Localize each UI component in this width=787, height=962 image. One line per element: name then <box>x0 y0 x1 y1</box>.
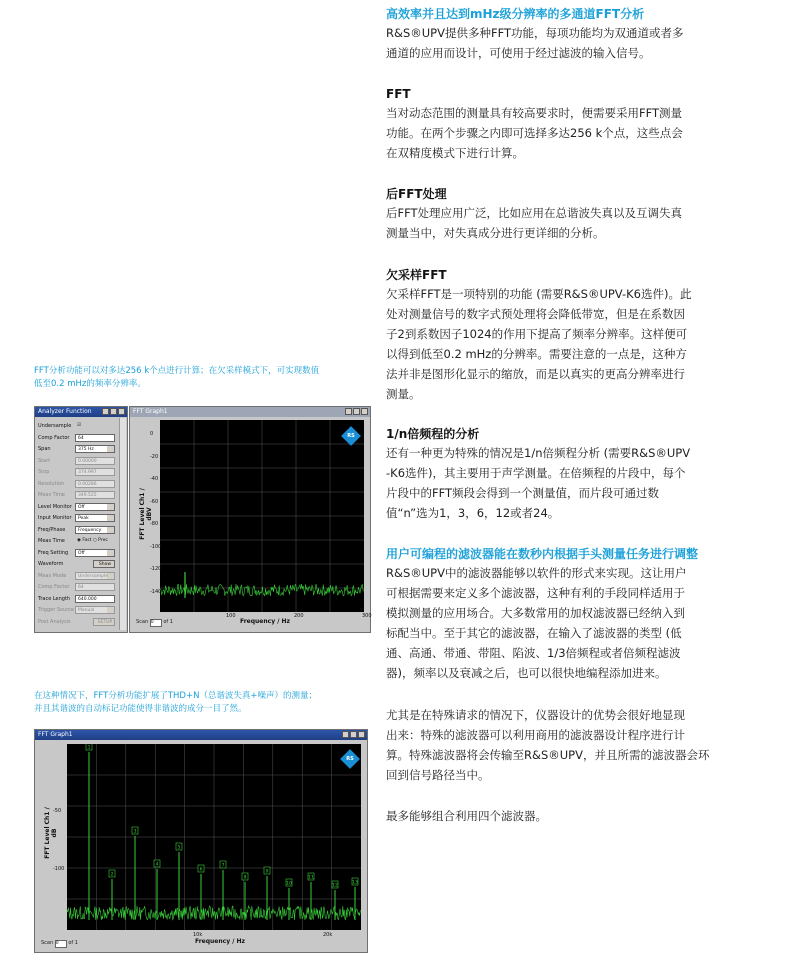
section <box>386 806 731 826</box>
x-tick-label: 100 <box>226 613 236 619</box>
analyzer-row <box>38 433 122 443</box>
y-tick-label: -50 <box>53 808 62 814</box>
harmonic-marker-label: 4 <box>155 862 159 868</box>
paragraph-line: 法并非是图形化显示的缩放，而是以真实的更高分辨率进行 <box>386 367 685 381</box>
paragraph-line: 还有一种更为特殊的情况是1/n倍频程分析 (需要R&S®UPV <box>386 446 691 460</box>
graph2-titlebar <box>35 730 367 740</box>
y-tick-label: -100 <box>53 866 65 872</box>
paragraph-line: 通、高通、带通、带阻、陷波、1/3倍频程或者倍频程滤波 <box>386 646 681 660</box>
harmonic-marker-label: 7 <box>221 863 225 869</box>
harmonic-marker-label: 13 <box>352 880 358 886</box>
fft-graph-window-2 <box>34 729 368 953</box>
graph1-titlebar <box>130 407 370 417</box>
paragraph-line: 在双精度模式下进行计算。 <box>386 146 524 160</box>
close-icon[interactable] <box>358 731 365 738</box>
harmonic-marker-label: 3 <box>133 829 137 835</box>
minimize-icon[interactable] <box>342 731 349 738</box>
paragraph-line: 通道的应用而设计，可使用于经过滤波的输入信号。 <box>386 46 651 60</box>
analyzer-row-field[interactable]: 374.997 <box>75 468 115 476</box>
noise-floor <box>160 584 363 596</box>
analyzer-row <box>38 559 122 569</box>
analyzer-row-select[interactable]: Undersample <box>75 572 115 580</box>
analyzer-row-label: Stop <box>38 469 50 475</box>
section <box>386 705 731 785</box>
maximize-icon[interactable] <box>353 408 360 415</box>
analyzer-row-field[interactable]: 349.525 <box>75 491 115 499</box>
x-tick-label: 300 <box>362 613 372 619</box>
graph1-trace <box>160 420 364 612</box>
analyzer-row-select[interactable]: Frequency <box>75 526 115 534</box>
analyzer-row-label: Meas Mode <box>38 572 67 579</box>
paragraph-line: 模拟测量的应用场合。大多数常用的加权滤波器已经纳入到 <box>386 606 685 620</box>
graph1-ylabel: FFT Level Ch1 / dBV <box>139 488 153 540</box>
analyzer-row-label: Meas Time <box>38 492 65 498</box>
analyzer-row <box>38 571 122 581</box>
close-icon[interactable] <box>361 408 368 415</box>
fft-graph-window-1 <box>129 406 371 633</box>
analyzer-row <box>38 513 122 523</box>
scan-select[interactable]: 0 <box>55 940 67 948</box>
paragraph-line: 欠采样FFT是一项特别的功能 (需要R&S®UPV-K6选件)。此 <box>386 287 692 301</box>
analyzer-row-label: Trace Length <box>38 595 71 602</box>
paragraph-line: 后FFT处理应用广泛，比如应用在总谐波失真以及互调失真 <box>386 206 683 220</box>
minimize-icon[interactable] <box>345 408 352 415</box>
analyzer-row-field[interactable]: 0.00286 <box>75 480 115 488</box>
paragraph-line: 器)，频率以及衰减之后，也可以很快地编程添加进来。 <box>386 666 667 680</box>
harmonic-marker-label: 9 <box>265 869 269 875</box>
analyzer-row <box>38 467 122 477</box>
analyzer-row <box>38 490 122 500</box>
maximize-icon[interactable] <box>110 408 117 415</box>
rs-logo-icon <box>340 749 360 769</box>
paragraph-line: 测量。 <box>386 387 421 401</box>
graph1-scan <box>136 619 173 627</box>
analyzer-row-select[interactable]: 375 Hz <box>75 445 115 453</box>
analyzer-row-label: Resolution <box>38 480 65 487</box>
analyzer-row-radio[interactable]: ◉ Fast ○ Prec <box>77 538 108 543</box>
section <box>386 266 731 404</box>
analyzer-row-select[interactable]: Off <box>75 503 115 511</box>
y-tick-label: -60 <box>150 498 159 505</box>
caption-line: 并且其谐波的自动标记功能使得非谐波的成分一目了然。 <box>34 704 247 714</box>
analyzer-scrollbar[interactable] <box>119 418 126 630</box>
caption-line: FFT分析功能可以对多达256 k个点进行计算；在欠采样模式下，可实现数值 <box>34 366 320 376</box>
minimize-icon[interactable] <box>102 408 109 415</box>
y-tick-label: -80 <box>150 521 159 527</box>
graph1-plot-area[interactable] <box>160 420 364 612</box>
scan-of: of 1 <box>68 940 78 946</box>
graph1-title: FFT Graph1 <box>133 408 168 415</box>
rs-logo-text: RS <box>346 756 354 762</box>
paragraph-line: -K6选件)，其主要用于声学测量。在倍频程的片段中，每个 <box>386 466 686 480</box>
x-tick-label: 200 <box>294 613 304 619</box>
y-tick-label: -20 <box>150 453 159 460</box>
paragraph-line: 测量当中，对失真成分进行更详细的分析。 <box>386 226 605 240</box>
paragraph-line: 子2到系数因子1024的作用下提高了频率分辨率。这样便可 <box>386 327 688 341</box>
analyzer-row-label: Trigger Source <box>38 607 75 613</box>
graph2-ylabel: FFT Level Ch1 / dB <box>44 807 58 859</box>
analyzer-row-label: Meas Time <box>38 538 65 544</box>
harmonic-marker-label: 8 <box>243 875 247 881</box>
caption-line: 在这种情况下，FFT分析功能扩展了THD+N（总谐波失真+噪声）的测量； <box>34 691 318 701</box>
analyzer-row <box>38 605 122 615</box>
analyzer-row-field[interactable]: 64 <box>75 434 115 442</box>
analyzer-row-label: Undersample <box>38 423 72 429</box>
analyzer-row-field[interactable]: 640.000 <box>75 595 115 603</box>
paragraph-line: 值“n”选为1，3，6，12或者24。 <box>386 506 560 520</box>
graph2-scan <box>41 940 78 948</box>
caption-line: 低至0.2 mHz的频率分辨率。 <box>34 379 146 389</box>
harmonic-marker-label: 5 <box>177 845 181 851</box>
rs-logo-icon <box>341 426 361 446</box>
analyzer-row-label: Input Monitor <box>38 515 72 521</box>
paragraph-line: 尤其是在特殊请求的情况下，仪器设计的优势会很好地显现 <box>386 708 685 722</box>
y-tick-label: -120 <box>150 566 162 572</box>
analyzer-row-field[interactable]: 64 <box>75 583 115 591</box>
analyzer-row-label: Waveform <box>38 561 64 567</box>
graph2-title: FFT Graph1 <box>38 731 73 738</box>
analyzer-row-label: Post Analysis <box>38 618 71 625</box>
analyzer-row <box>38 479 122 489</box>
analyzer-row-select[interactable]: Manual <box>75 606 115 614</box>
paragraph-line: R&S®UPV中的滤波器能够以软件的形式来实现。这让用户 <box>386 566 687 580</box>
section <box>386 185 731 243</box>
x-tick-label: 10k <box>193 932 203 938</box>
analyzer-row <box>38 421 122 431</box>
paragraph-line: R&S®UPV提供多种FFT功能，每项功能均为双通道或者多 <box>386 26 684 40</box>
paragraph-line: 片段中的FFT频段会得到一个测量值，而片段可通过数 <box>386 486 660 500</box>
close-icon[interactable] <box>118 408 125 415</box>
graph2-plot-area[interactable] <box>67 744 361 930</box>
analyzer-row-label: Freq/Phase <box>38 526 66 533</box>
analyzer-row-button[interactable]: SETUP <box>93 618 115 626</box>
scan-of: of 1 <box>163 619 173 625</box>
analyzer-row <box>38 536 122 546</box>
analyzer-row <box>38 548 122 558</box>
harmonic-marker-label: 12 <box>332 883 338 889</box>
x-tick-label: 20k <box>323 932 333 938</box>
section-heading: 1/n倍频程的分析 <box>386 427 480 441</box>
analyzer-row <box>38 594 122 604</box>
paragraph-line: 回到信号路径当中。 <box>386 768 490 782</box>
analyzer-row-check[interactable]: ☑ <box>77 423 82 428</box>
section <box>386 425 731 523</box>
analyzer-row <box>38 582 122 592</box>
analyzer-row-select[interactable]: Off <box>75 549 115 557</box>
scan-select[interactable]: 0 <box>150 619 162 627</box>
paragraph-line: 出来：特殊的滤波器可以利用商用的滤波器设计程序进行计 <box>386 728 685 742</box>
harmonic-marker-label: 11 <box>308 875 314 881</box>
graph2-trace <box>67 744 361 930</box>
maximize-icon[interactable] <box>350 731 357 738</box>
harmonic-marker-label: 10 <box>286 881 292 887</box>
analyzer-title: Analyzer Function <box>38 408 92 415</box>
rs-logo-text: RS <box>347 433 355 439</box>
paragraph-line: 标配当中。至于其它的滤波器，在输入了滤波器的类型 (低 <box>386 626 682 640</box>
paragraph-line: 功能。在两个步骤之内即可选择多达256 k个点，这些点会 <box>386 126 683 140</box>
harmonic-marker-label: 6 <box>199 867 203 873</box>
analyzer-row-label: Level Monitor <box>38 503 72 510</box>
paragraph-line: 最多能够组合利用四个滤波器。 <box>386 809 547 823</box>
analyzer-row <box>38 502 122 512</box>
y-tick-label: -40 <box>150 476 159 482</box>
paragraph-line: 处对测量信号的数字式预处理将会降低带宽，但是在系数因 <box>386 307 685 321</box>
harmonic-marker-label: 2 <box>110 872 114 878</box>
analyzer-row <box>38 525 122 535</box>
caption-top <box>34 365 374 391</box>
section-heading: 后FFT处理 <box>386 187 447 201</box>
paragraph-line: 可根据需要来定义多个滤波器，这种有利的手段同样适用于 <box>386 586 685 600</box>
analyzer-row-label: Comp Factor <box>38 584 70 590</box>
section-heading: 高效率并且达到mHz级分辨率的多通道FFT分析 <box>386 7 645 21</box>
section <box>386 545 731 683</box>
section-heading: 欠采样FFT <box>386 268 447 282</box>
analyzer-row-select[interactable]: Peak <box>75 514 115 522</box>
harmonic-marker-label: 1 <box>87 745 91 751</box>
caption-bottom <box>34 690 374 716</box>
section-heading: 用户可编程的滤波器能在数秒内根据手头测量任务进行调整 <box>386 547 699 561</box>
y-tick-label: 0 <box>150 431 154 437</box>
scan-label: Scan <box>136 619 149 625</box>
y-tick-label: -100 <box>150 543 162 550</box>
paragraph-line: 以得到低至0.2 mHz的分辨率。需要注意的一点是，这种方 <box>386 347 687 361</box>
analyzer-row-label: Start <box>38 457 51 464</box>
section <box>386 5 731 63</box>
analyzer-row <box>38 456 122 466</box>
y-tick-label: -140 <box>150 588 162 595</box>
analyzer-row-button[interactable]: Show <box>93 560 115 568</box>
analyzer-function-panel <box>34 406 128 633</box>
section-heading: FFT <box>386 87 411 101</box>
analyzer-row-label: Comp Factor <box>38 434 70 441</box>
analyzer-row <box>38 444 122 454</box>
analyzer-row-label: Freq Setting <box>38 549 69 556</box>
analyzer-titlebar <box>35 407 127 417</box>
analyzer-row-label: Span <box>38 446 51 452</box>
section <box>386 85 731 163</box>
graph2-xlabel: Frequency / Hz <box>195 938 246 945</box>
analyzer-row-field[interactable]: 0.00000 <box>75 457 115 465</box>
paragraph-line: 算。特殊滤波器将会传输至R&S®UPV，并且所需的滤波器会环 <box>386 748 710 762</box>
paragraph-line: 当对动态范围的测量具有较高要求时，便需要采用FFT测量 <box>386 106 683 120</box>
graph1-xlabel: Frequency / Hz <box>240 618 291 625</box>
analyzer-row <box>38 617 122 627</box>
scan-label: Scan <box>41 940 54 946</box>
